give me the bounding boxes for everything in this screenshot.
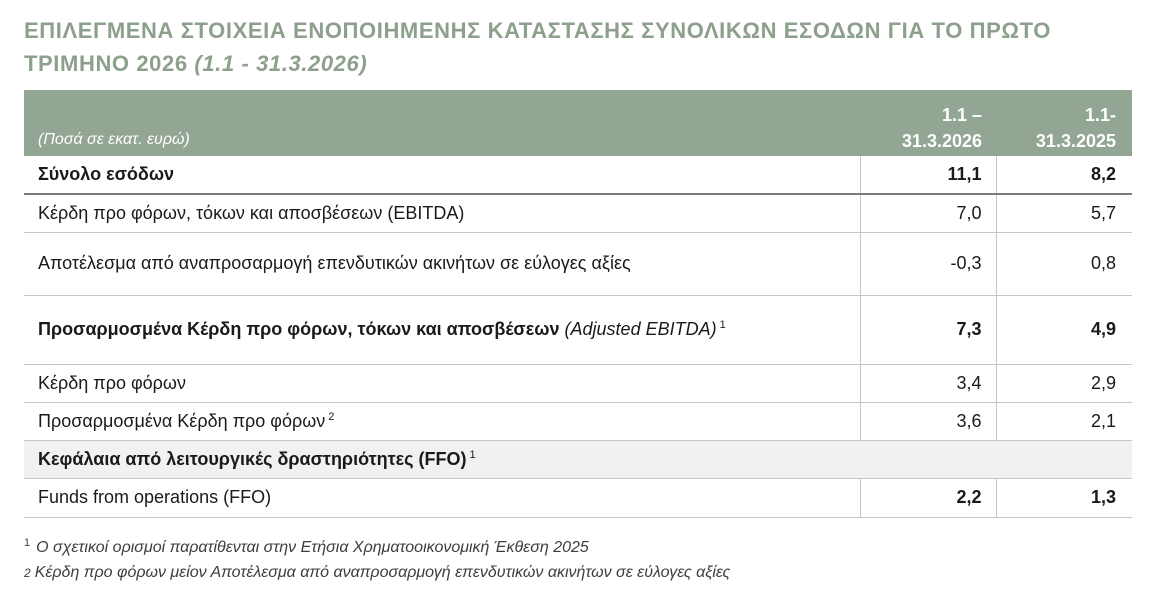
table-row-ebitda [24, 194, 1132, 232]
column-header-2026-line2: 31.3.2026 [901, 131, 982, 151]
table-header [24, 90, 1132, 156]
value-2025: 2,9 [996, 364, 1132, 402]
table-row-adjusted-ebitda [24, 295, 1132, 364]
row-label: Funds from operations (FFO) [24, 478, 860, 517]
row-label: Κέρδη προ φόρων, τόκων και αποσβέσεων (EBITDA) [24, 194, 860, 232]
table-body [24, 156, 1132, 517]
column-header-2025 [996, 90, 1132, 156]
footnote-2-text: Κέρδη προ φόρων μείον Αποτέλεσμα από αναπροσαρμογή επενδυτικών ακινήτων σε εύλογες αξίες [34, 564, 731, 581]
table-row-adjusted-pretax-profit [24, 402, 1132, 440]
column-header-2025-line2: 31.3.2025 [1035, 131, 1116, 151]
row-label: Προσαρμοσμένα Κέρδη προ φόρων, τόκων και αποσβέσεων [38, 319, 560, 339]
page-title [24, 14, 1134, 80]
section-label-cell [24, 440, 860, 478]
value-2026: 7,3 [860, 295, 996, 364]
footnote-marker: 1 [719, 319, 726, 331]
value-2025: 5,7 [996, 194, 1132, 232]
value-2026: 3,6 [860, 402, 996, 440]
title-text: ΕΠΙΛΕΓΜΕΝΑ ΣΤΟΙΧΕΙΑ ΕΝΟΠΟΙΗΜΕΝΗΣ ΚΑΤΑΣΤΑΣΗΣ ΣΥΝΟΛΙΚΩΝ ΕΣΟΔΩΝ ΓΙΑ ΤΟ ΠΡΩΤΟ ΤΡΙΜΗΝΟ 2026 [24, 18, 1051, 76]
footnote-1-mark: 1 [24, 536, 31, 549]
value-2026: 3,4 [860, 364, 996, 402]
table-section-ffo [24, 440, 1132, 478]
footnote-marker: 2 [328, 410, 335, 423]
unit-label: (Ποσά σε εκατ. ευρώ) [38, 131, 190, 148]
footnote-1 [24, 535, 730, 560]
table-row-funds-from-operations [24, 478, 1132, 517]
footnotes [24, 535, 730, 586]
row-label: Κέρδη προ φόρων [24, 364, 860, 402]
value-2026: 2,2 [860, 478, 996, 517]
value-2025: 2,1 [996, 402, 1132, 440]
row-label-cell [24, 295, 860, 364]
value-2025: 8,2 [996, 156, 1132, 194]
footnote-marker: 1 [469, 448, 476, 461]
value-2025: 4,9 [996, 295, 1132, 364]
value-2026: 7,0 [860, 194, 996, 232]
table-row-fair-value-adjustment [24, 232, 1132, 295]
title-period: (1.1 - 31.3.2026) [194, 51, 368, 76]
header-row [24, 90, 1132, 156]
value-2025: 1,3 [996, 478, 1132, 517]
income-statement-table [24, 90, 1132, 518]
footnote-2 [24, 560, 730, 586]
empty-cell [996, 440, 1132, 478]
row-label-extra: (Adjusted EBITDA) [564, 319, 717, 339]
column-header-2025-line1: 1.1- [1084, 105, 1116, 125]
column-header-2026 [860, 90, 996, 156]
value-2025: 0,8 [996, 232, 1132, 295]
value-2026: -0,3 [860, 232, 996, 295]
row-label: Αποτέλεσμα από αναπροσαρμογή επενδυτικών ακινήτων σε εύλογες αξίες [24, 232, 860, 295]
row-label-cell [24, 402, 860, 440]
footnote-1-text: Ο σχετικοί ορισμοί παρατίθενται στην Ετήσια Χρηματοοικονομική Έκθεση 2025 [36, 539, 589, 556]
section-label: Κεφάλαια από λειτουργικές δραστηριότητες (FFO) [38, 448, 467, 469]
row-label: Προσαρμοσμένα Κέρδη προ φόρων [38, 410, 326, 431]
value-2026: 11,1 [860, 156, 996, 194]
empty-cell [860, 440, 996, 478]
table-row-total-revenue [24, 156, 1132, 194]
row-label: Σύνολο εσόδων [24, 156, 860, 194]
footnote-2-mark: 2 [24, 566, 31, 580]
table-row-pretax-profit [24, 364, 1132, 402]
column-header-2026-line1: 1.1 – [941, 105, 982, 125]
